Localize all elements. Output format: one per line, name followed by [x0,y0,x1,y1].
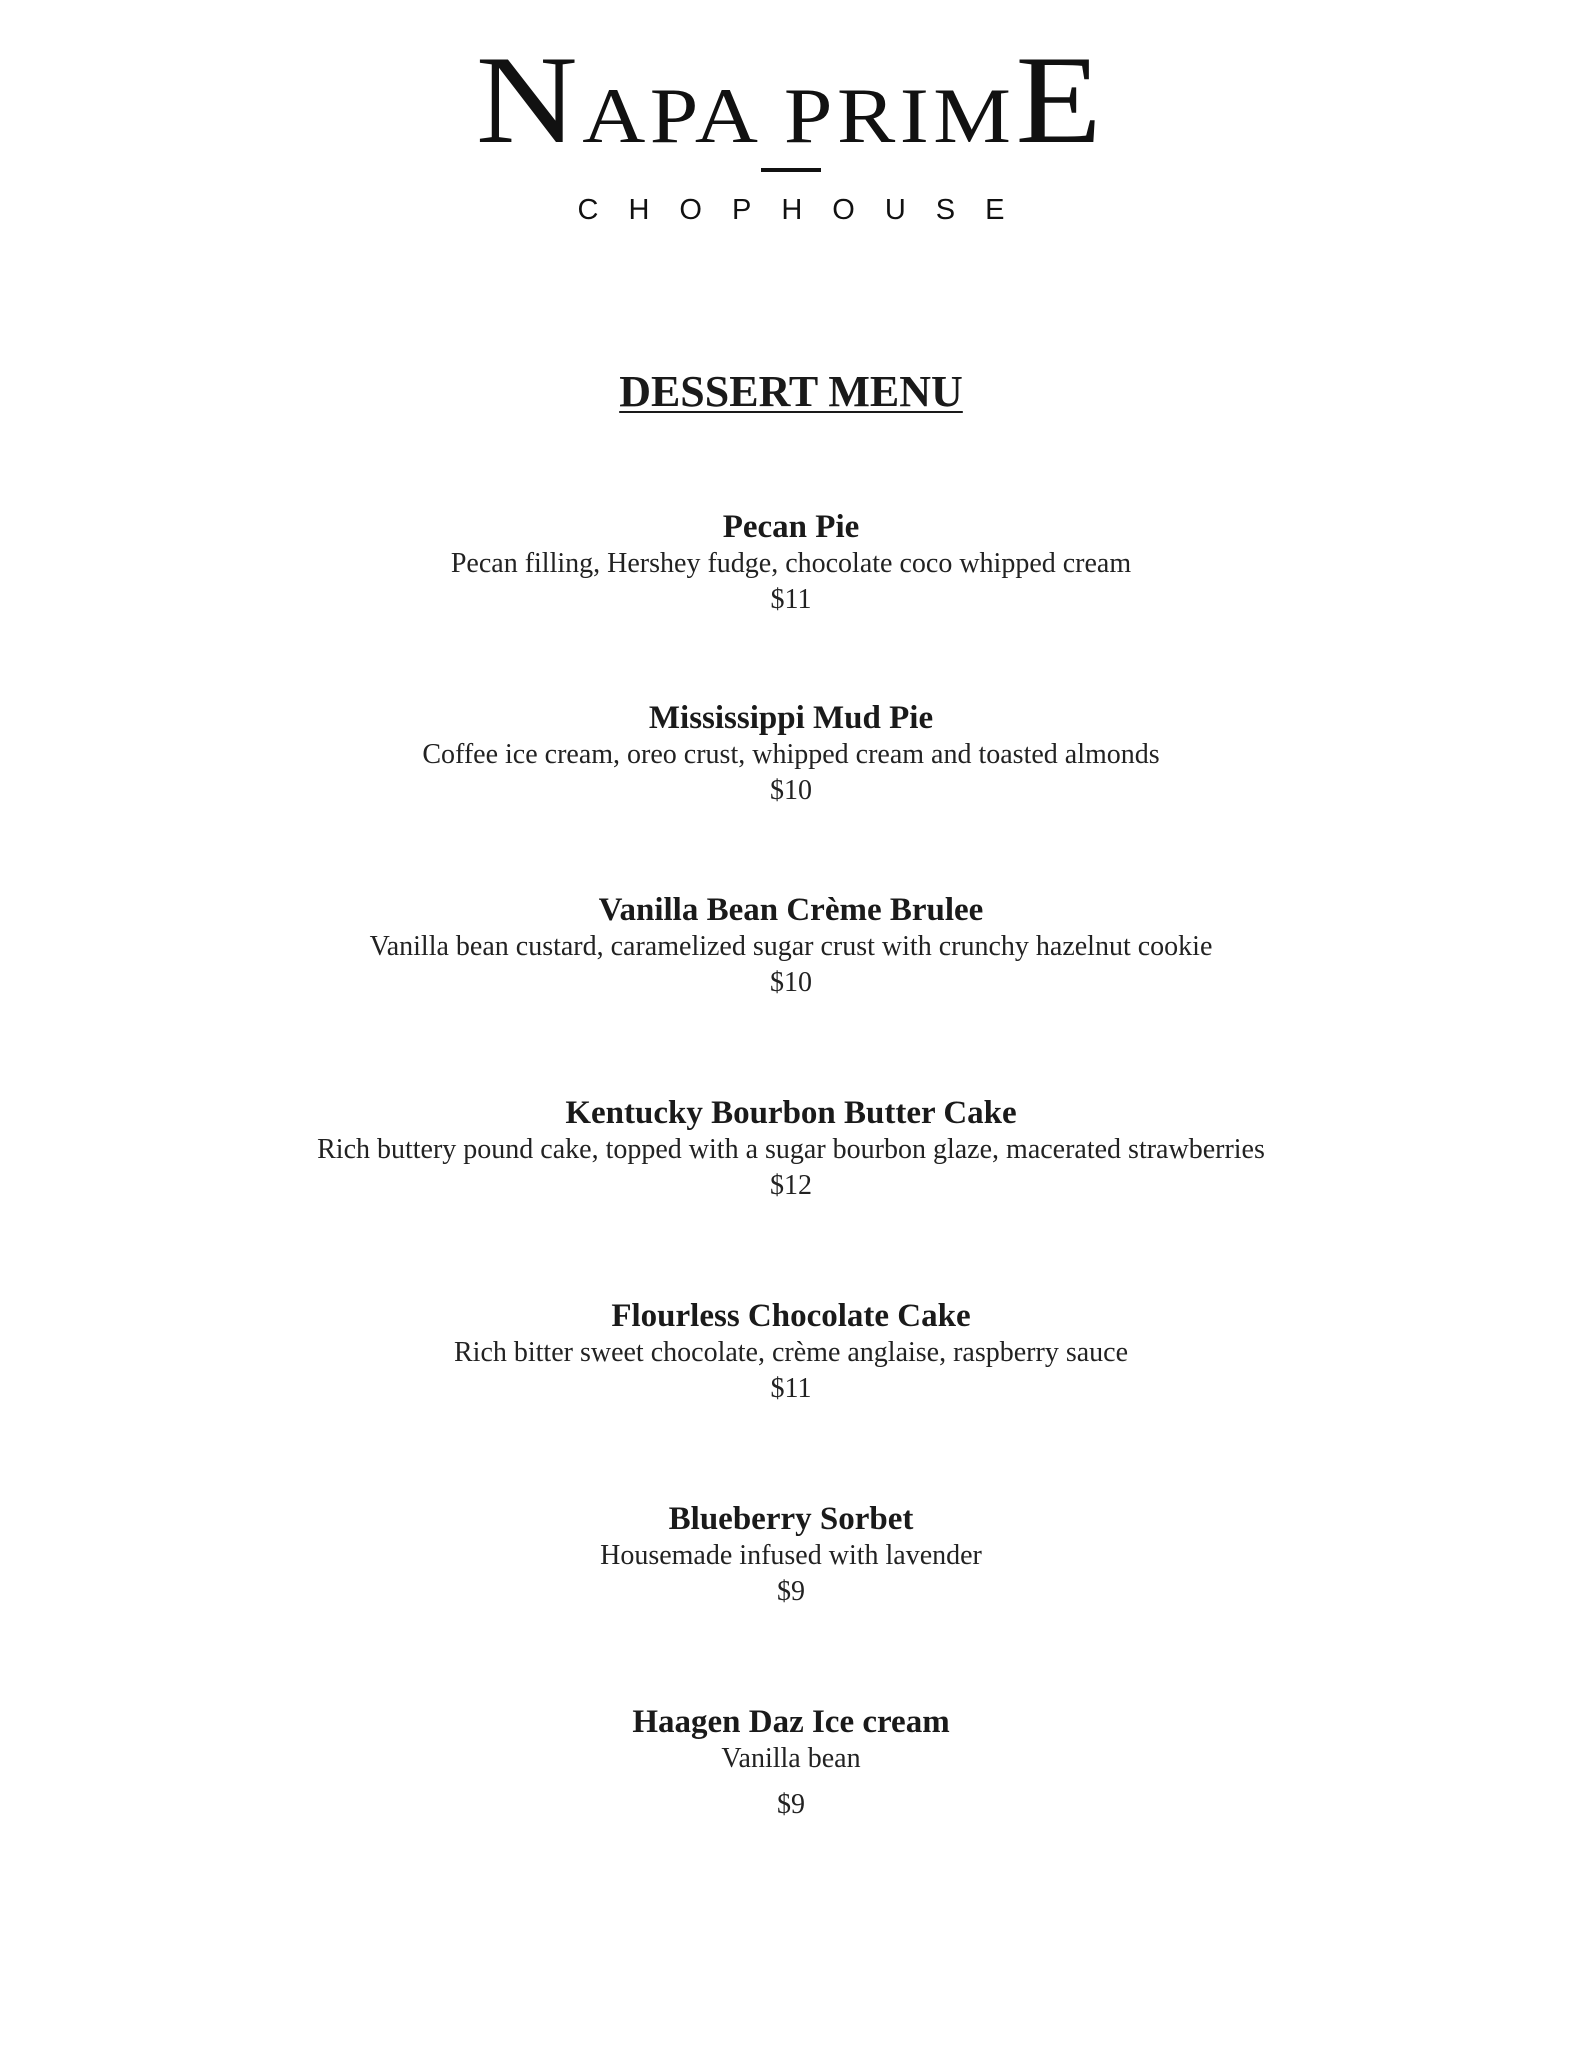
item-description: Rich buttery pound cake, topped with a sugar bourbon glaze, macerated strawberries [317,1134,1265,1165]
item-name: Vanilla Bean Crème Brulee [598,892,984,928]
item-description: Coffee ice cream, oreo crust, whipped cream and toasted almonds [422,739,1160,770]
item-price: $12 [770,1170,812,1201]
menu-item-haagen-daz [0,1703,1582,1823]
item-price: $9 [777,1789,805,1820]
logo-wordmark-middle: APA PRIM [582,72,1016,159]
restaurant-logo [0,31,1582,226]
menu-item-pecan-pie [0,508,1582,618]
item-price: $10 [770,967,812,998]
item-name: Mississippi Mud Pie [648,700,934,736]
logo-wordmark [0,31,1582,170]
item-price: $11 [770,584,812,615]
logo-final-e: E [1015,31,1107,170]
logo-initial-n: N [475,31,583,170]
menu-item-bourbon-butter-cake [0,1094,1582,1204]
item-price: $11 [770,1373,812,1404]
item-name: Haagen Daz Ice cream [632,1704,950,1740]
item-description: Housemade infused with lavender [600,1540,982,1571]
menu-item-creme-brulee [0,891,1582,1001]
item-price: $9 [777,1576,805,1607]
item-name: Flourless Chocolate Cake [611,1298,971,1334]
item-name: Pecan Pie [722,509,860,545]
logo-divider [761,168,821,172]
item-description: Vanilla bean [721,1743,861,1774]
item-description: Vanilla bean custard, caramelized sugar crust with crunchy hazelnut cookie [369,931,1213,962]
menu-title: DESSERT MENU [619,367,963,416]
item-price: $10 [770,775,812,806]
menu-item-blueberry-sorbet [0,1500,1582,1610]
item-description: Pecan filling, Hershey fudge, chocolate coco whipped cream [450,548,1132,579]
menu-item-mississippi-mud-pie [0,699,1582,809]
item-description: Rich bitter sweet chocolate, crème anglaise, raspberry sauce [453,1337,1129,1368]
item-name: Kentucky Bourbon Butter Cake [565,1095,1017,1131]
logo-subtitle: CHOPHOUSE [577,194,1035,226]
menu-item-flourless-chocolate-cake [0,1297,1582,1407]
item-name: Blueberry Sorbet [668,1501,914,1537]
